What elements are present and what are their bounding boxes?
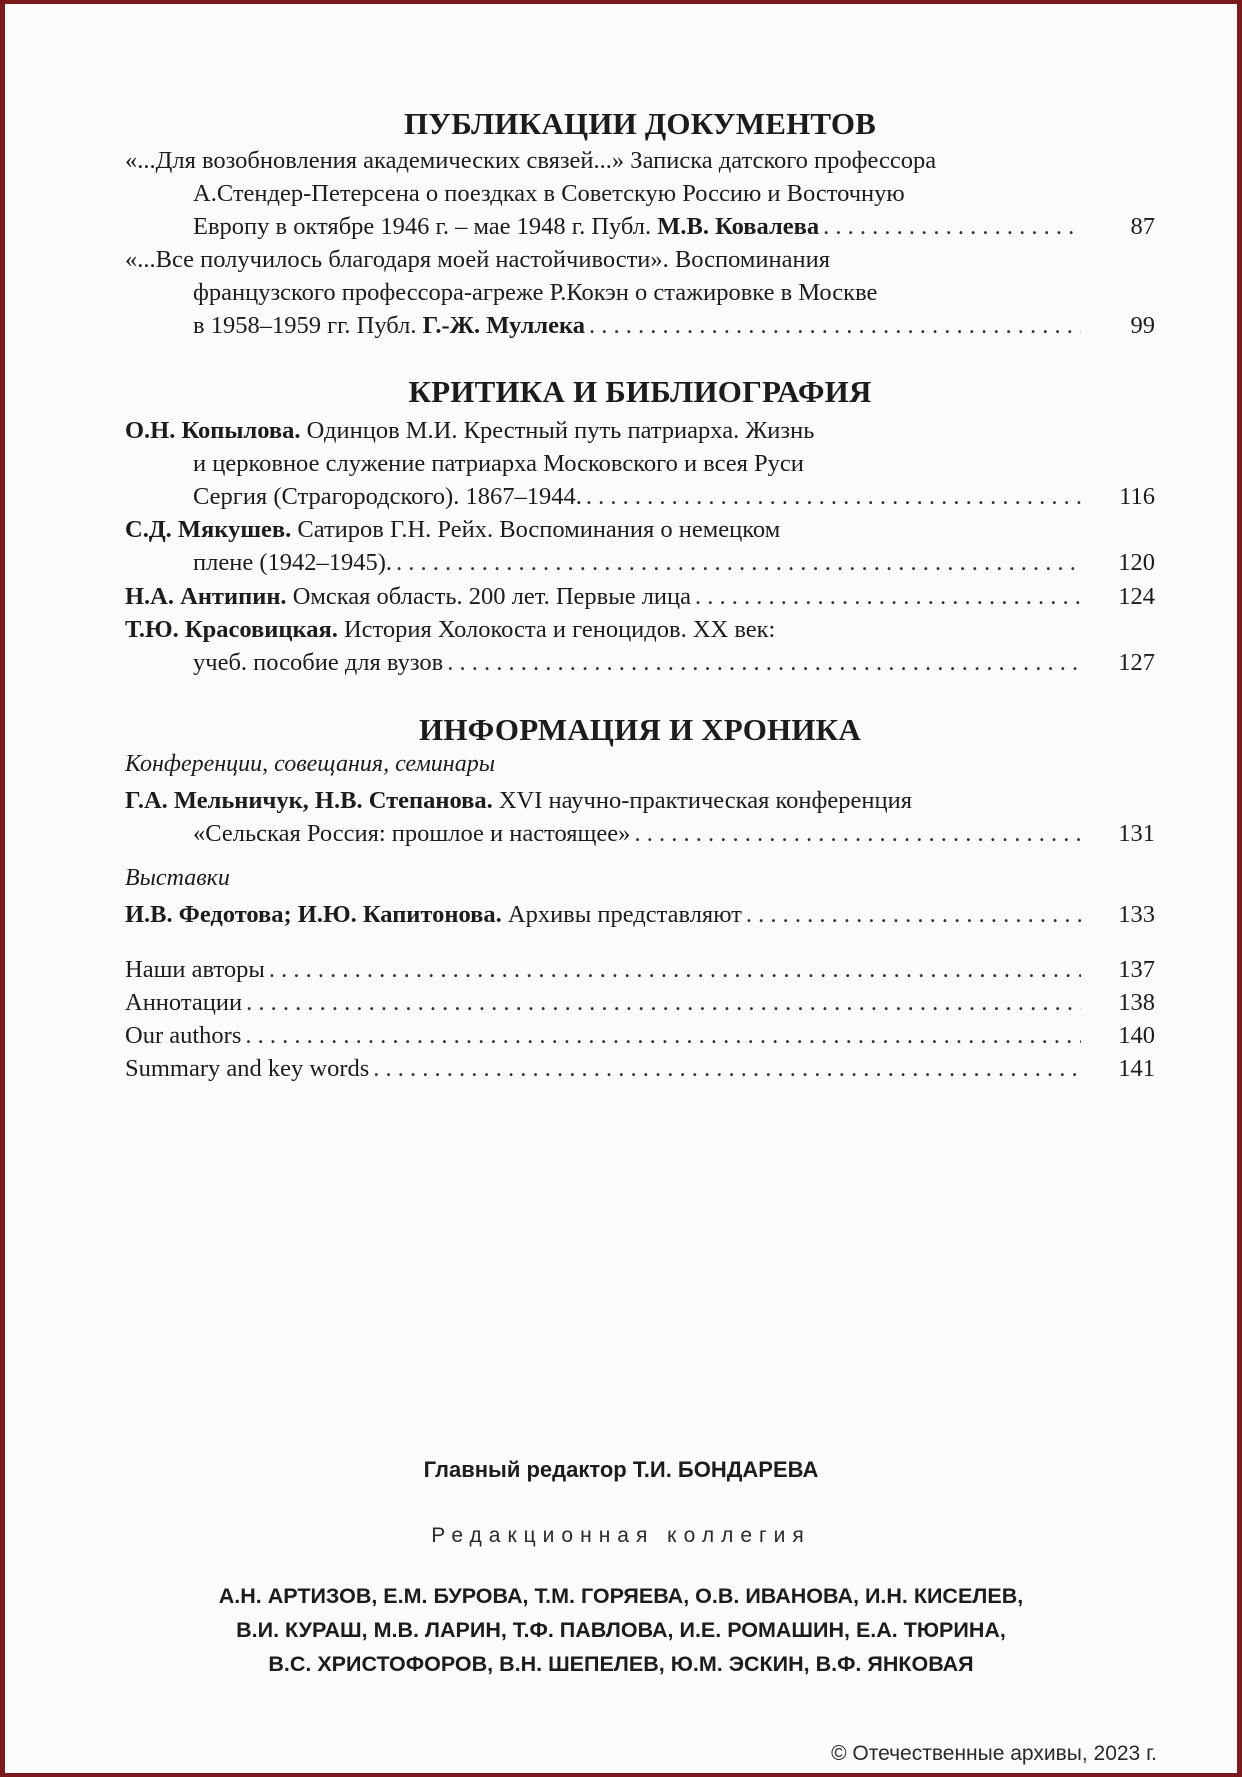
entry-line: французского профессора-агреже Р.Кокэн о стажировке в Москве <box>193 279 878 306</box>
entry-text-part: Одинцов М.И. Крестный путь патриарха. Жизнь <box>300 417 815 444</box>
entry-author: Г.А. Мельничук, Н.В. Степанова. <box>125 787 493 814</box>
board-line: В.И. КУРАШ, М.В. ЛАРИН, Т.Ф. ПАВЛОВА, И.Е. РОМАШИН, Е.А. ТЮРИНА, <box>236 1618 1006 1642</box>
entry-line <box>125 414 1155 447</box>
misc-entry <box>125 1019 1155 1052</box>
entry-text-part: Сатиров Г.Н. Рейх. Воспоминания о немецком <box>291 516 781 543</box>
misc-entry <box>125 986 1155 1019</box>
entry-last-line <box>125 480 1155 513</box>
page <box>5 4 1237 1773</box>
entry-line: А.Стендер-Петерсена о поездках в Советскую Россию и Восточную <box>193 180 905 207</box>
entry-text: Аннотации <box>125 989 243 1016</box>
entry-last-line <box>125 580 1155 613</box>
page-number: 127 <box>1118 649 1155 676</box>
entry-last-line <box>125 898 1155 931</box>
entry-text: плене (1942–1945). <box>193 549 393 576</box>
entry-text: Наши авторы <box>125 956 265 983</box>
toc-entry <box>125 144 1155 243</box>
entry-text <box>193 309 585 342</box>
entry-last-line <box>125 546 1155 579</box>
section-title-info: ИНФОРМАЦИЯ И ХРОНИКА <box>419 712 861 747</box>
dot-leader <box>373 1052 1081 1085</box>
dot-leader <box>447 646 1081 679</box>
board-line: В.С. ХРИСТОФОРОВ, В.Н. ШЕПЕЛЕВ, Ю.М. ЭСКИН, В.Ф. ЯНКОВАЯ <box>268 1652 974 1676</box>
toc-entry <box>125 784 1155 850</box>
dot-leader <box>695 580 1081 613</box>
entry-text: учеб. пособие для вузов <box>193 649 444 676</box>
entry-author: С.Д. Мякушев. <box>125 516 292 543</box>
dot-leader <box>246 986 1081 1019</box>
entry-text: Сергия (Страгородского). 1867–1944. <box>193 483 582 510</box>
page-number: 138 <box>1118 989 1155 1016</box>
page-number: 140 <box>1118 1022 1155 1049</box>
entry-text-part: XVI научно-практическая конференция <box>492 787 912 814</box>
toc-entry <box>125 513 1155 579</box>
copyright: © Отечественные архивы, 2023 г. <box>831 1742 1157 1765</box>
page-number: 87 <box>1130 213 1155 240</box>
toc-entry <box>125 243 1155 342</box>
entry-text-part: Архивы представляют <box>501 901 742 928</box>
entry-text: «Сельская Россия: прошлое и настоящее» <box>193 820 631 847</box>
entry-text-part: Европу в октябре 1946 г. – мае 1948 г. Публ. <box>193 213 658 240</box>
entry-last-line <box>125 309 1155 342</box>
dot-leader <box>396 546 1081 579</box>
entry-line <box>125 613 1155 646</box>
dot-leader <box>269 953 1081 986</box>
page-number: 116 <box>1119 483 1155 510</box>
entry-text <box>193 210 819 243</box>
entry-author: Г.-Ж. Муллека <box>422 312 585 339</box>
editorial-board <box>5 1579 1237 1681</box>
section-title-criticism: КРИТИКА И БИБЛИОГРАФИЯ <box>408 374 872 409</box>
page-number: 99 <box>1130 312 1155 339</box>
entry-text-part: Омская область. 200 лет. Первые лица <box>286 583 692 610</box>
entry-last-line <box>125 210 1155 243</box>
entry-text: Summary and key words <box>125 1055 370 1082</box>
entry-text <box>125 580 691 613</box>
board-line: А.Н. АРТИЗОВ, Е.М. БУРОВА, Т.М. ГОРЯЕВА, О.В. ИВАНОВА, И.Н. КИСЕЛЕВ, <box>218 1584 1024 1608</box>
entry-line <box>125 513 1155 546</box>
entry-line <box>125 784 1155 817</box>
entry-text-part: в 1958–1959 гг. Публ. <box>193 312 423 339</box>
entry-line: «...Все получилось благодаря моей настойчивости». Воспоминания <box>125 246 830 273</box>
chief-editor: Главный редактор Т.И. БОНДАРЕВА <box>423 1457 819 1482</box>
entry-author: И.В. Федотова; И.Ю. Капитонова. <box>125 901 502 928</box>
subsection-label: Конференции, совещания, семинары <box>125 751 495 777</box>
toc-entry <box>125 898 1155 931</box>
page-number: 133 <box>1118 901 1155 928</box>
page-number: 141 <box>1118 1055 1155 1082</box>
page-number: 137 <box>1118 956 1155 983</box>
section-title-publications: ПУБЛИКАЦИИ ДОКУМЕНТОВ <box>403 106 877 141</box>
entry-text <box>125 898 742 931</box>
entry-author: О.Н. Копылова. <box>125 417 301 444</box>
entry-line: и церковное служение патриарха Московского и всея Руси <box>193 450 804 477</box>
editorial-board-title: Редакционная коллегия <box>431 1524 811 1547</box>
dot-leader <box>634 817 1081 850</box>
entry-author: Н.А. Антипин. <box>125 583 287 610</box>
subsection-label: Выставки <box>125 865 230 891</box>
dot-leader <box>245 1019 1081 1052</box>
entry-line: «...Для возобновления академических связей...» Записка датского профессора <box>125 147 937 174</box>
toc-entry <box>125 580 1155 613</box>
dot-leader <box>823 210 1081 243</box>
page-number: 120 <box>1118 549 1155 576</box>
page-number: 131 <box>1118 820 1155 847</box>
entry-last-line <box>125 646 1155 679</box>
entry-text-part: История Холокоста и геноцидов. XX век: <box>337 616 776 643</box>
toc-entry <box>125 414 1155 513</box>
entry-last-line <box>125 817 1155 850</box>
entry-author: Т.Ю. Красовицкая. <box>125 616 338 643</box>
dot-leader <box>586 480 1081 513</box>
entry-text: Our authors <box>125 1022 242 1049</box>
entry-author: М.В. Ковалева <box>657 213 820 240</box>
dot-leader <box>746 898 1081 931</box>
misc-entry <box>125 953 1155 986</box>
toc-entry <box>125 953 1155 1085</box>
toc-entry <box>125 613 1155 679</box>
dot-leader <box>589 309 1081 342</box>
page-number: 124 <box>1118 583 1155 610</box>
misc-entry <box>125 1052 1155 1085</box>
